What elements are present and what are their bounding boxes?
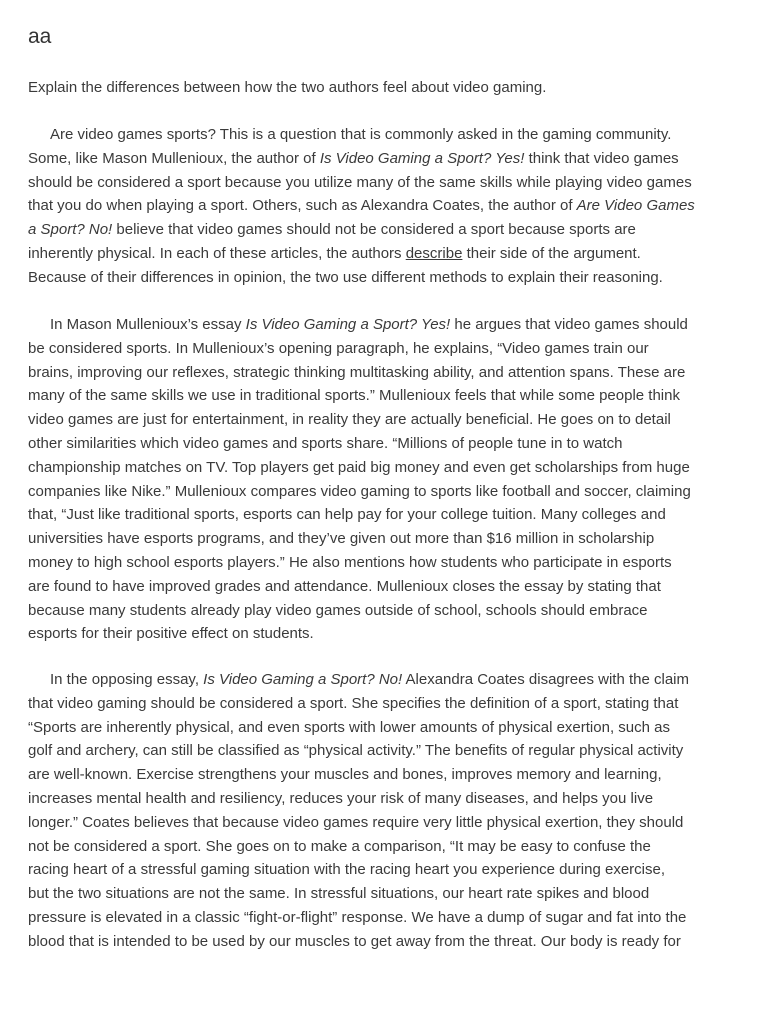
article-title-no-part-1: Are Video Games (576, 197, 695, 215)
paragraph-line (28, 599, 744, 623)
article-title-no-part-2: a Sport? No! (28, 221, 113, 239)
text-run: racing heart of a stressful gaming situation with the racing heart you experience during exercise, (28, 861, 666, 879)
text-run: brains, improving our reflexes, strategic thinking multitasking ability, and attention spans. These are (28, 363, 686, 381)
paragraph-line (28, 266, 744, 290)
text-run: are well-known. Exercise strengthens your muscles and bones, improves memory and learning, (28, 766, 662, 784)
paragraph-line (28, 480, 744, 504)
text-run: that you do when playing a sport. Others, such as Alexandra Coates, the author of (28, 197, 577, 215)
paragraph-line (28, 123, 744, 147)
text-run: be considered sports. In Mullenioux’s opening paragraph, he explains, “Video games train our (28, 339, 649, 357)
paragraph-line (28, 171, 744, 195)
text-run: that, “Just like traditional sports, esports can help pay for your college tuition. Many colleges and (28, 506, 666, 524)
paragraph-line (28, 384, 744, 408)
paragraph-line (28, 835, 744, 859)
article-title-yes: Is Video Gaming a Sport? Yes! (245, 316, 451, 333)
text-run: he argues that video games should (450, 316, 688, 333)
paragraph-line (28, 622, 744, 646)
paragraph-line (28, 337, 744, 361)
text-run: inherently physical. In each of these articles, the authors (28, 244, 406, 262)
text-run: Because of their differences in opinion, the two use different methods to explain their reasoning. (28, 268, 663, 286)
paragraph-line (28, 456, 744, 480)
paragraph-line (28, 313, 744, 337)
text-run: Some, like Mason Mullenioux, the author of (28, 149, 320, 167)
text-run: esports for their positive effect on students. (28, 625, 314, 643)
paragraph-line (28, 503, 744, 527)
text-run: because many students already play video games outside of school, schools should embrace (28, 601, 648, 619)
essay-paragraph-2[interactable] (28, 313, 744, 646)
text-run: are found to have improved grades and attendance. Mullenioux closes the essay by stating that (28, 577, 661, 595)
paragraph-line (28, 527, 744, 551)
text-run: increases mental health and resiliency, reduces your risk of many diseases, and helps you live (28, 789, 654, 807)
paragraph-line (28, 575, 744, 599)
underlined-word-describe[interactable]: describe (405, 244, 463, 262)
paragraph-line (28, 906, 744, 930)
paragraph-line (28, 930, 744, 954)
paragraph-line (28, 739, 744, 763)
text-run: believe that video games should not be considered a sport because sports are (112, 221, 636, 239)
text-run: golf and archery, can still be classified as “physical activity.” The benefits of regular physical activity (28, 742, 684, 760)
essay-paragraph-3[interactable] (28, 668, 744, 954)
paragraph-line (28, 147, 744, 171)
text-run: should be considered a sport because you utilize many of the same skills while playing video games (28, 173, 692, 191)
text-run: money to high school esports players.” He also mentions how students who participate in esports (28, 553, 672, 571)
text-run: not be considered a sport. She goes on to make a comparison, “It may be easy to confuse the (28, 837, 651, 855)
text-run: longer.” Coates believes that because video games require very little physical exertion, they should (28, 813, 684, 831)
essay-prompt[interactable]: Explain the differences between how the two authors feel about video gaming. (28, 79, 547, 96)
text-run: pressure is elevated in a classic “fight-or-flight” response. We have a dump of sugar and fat into the (28, 908, 687, 926)
text-run: Alexandra Coates disagrees with the claim (402, 671, 689, 688)
paragraph-line (28, 858, 744, 882)
text-run: many of the same skills we use in traditional sports.” Mullenioux feels that while some people think (28, 387, 680, 405)
text-run: blood that is intended to be used by our muscles to get away from the threat. Our body is ready for (28, 932, 681, 950)
text-run: In the opposing essay, (50, 671, 204, 688)
paragraph-line (28, 194, 744, 218)
paragraph-line (28, 811, 744, 835)
text-run: “Sports are inherently physical, and even sports with lower amounts of physical exertion, such as (28, 718, 670, 736)
text-run: Are video games sports? This is a question that is commonly asked in the gaming community. (50, 126, 672, 143)
article-title-no: Is Video Gaming a Sport? No! (203, 671, 403, 688)
document-title: aa (28, 25, 52, 48)
text-run: video games are just for entertainment, in reality they are actually beneficial. He goes on to detail (28, 411, 671, 429)
text-run: companies like Nike.” Mullenioux compares video gaming to sports like football and soccer, claiming (28, 482, 691, 500)
paragraph-line (28, 692, 744, 716)
text-run: that video gaming should be considered a sport. She specifies the definition of a sport, stating that (28, 694, 679, 712)
text-run: but the two situations are not the same. In stressful situations, our heart rate spikes and blood (28, 885, 650, 903)
paragraph-line (28, 882, 744, 906)
paragraph-line (28, 551, 744, 575)
essay-paragraph-1[interactable] (28, 123, 744, 290)
paragraph-line (28, 361, 744, 385)
paragraph-line (28, 787, 744, 811)
paragraph-line (28, 763, 744, 787)
text-run: think that video games (524, 149, 679, 167)
text-run: other similarities which video games and sports share. “Millions of people tune in to watch (28, 434, 623, 452)
text-run: their side of the argument. (462, 244, 641, 262)
text-run: universities have esports programs, and they’ve given out more than $16 million in scholarship (28, 530, 655, 548)
paragraph-line (28, 432, 744, 456)
paragraph-line (28, 716, 744, 740)
text-run: championship matches on TV. Top players get paid big money and even get scholarships from huge (28, 458, 690, 476)
paragraph-line (28, 408, 744, 432)
paragraph-line (28, 242, 744, 266)
text-run: In Mason Mullenioux’s essay (50, 316, 246, 333)
paragraph-line (28, 668, 744, 692)
article-title-yes: Is Video Gaming a Sport? Yes! (319, 149, 525, 167)
paragraph-line (28, 218, 744, 242)
